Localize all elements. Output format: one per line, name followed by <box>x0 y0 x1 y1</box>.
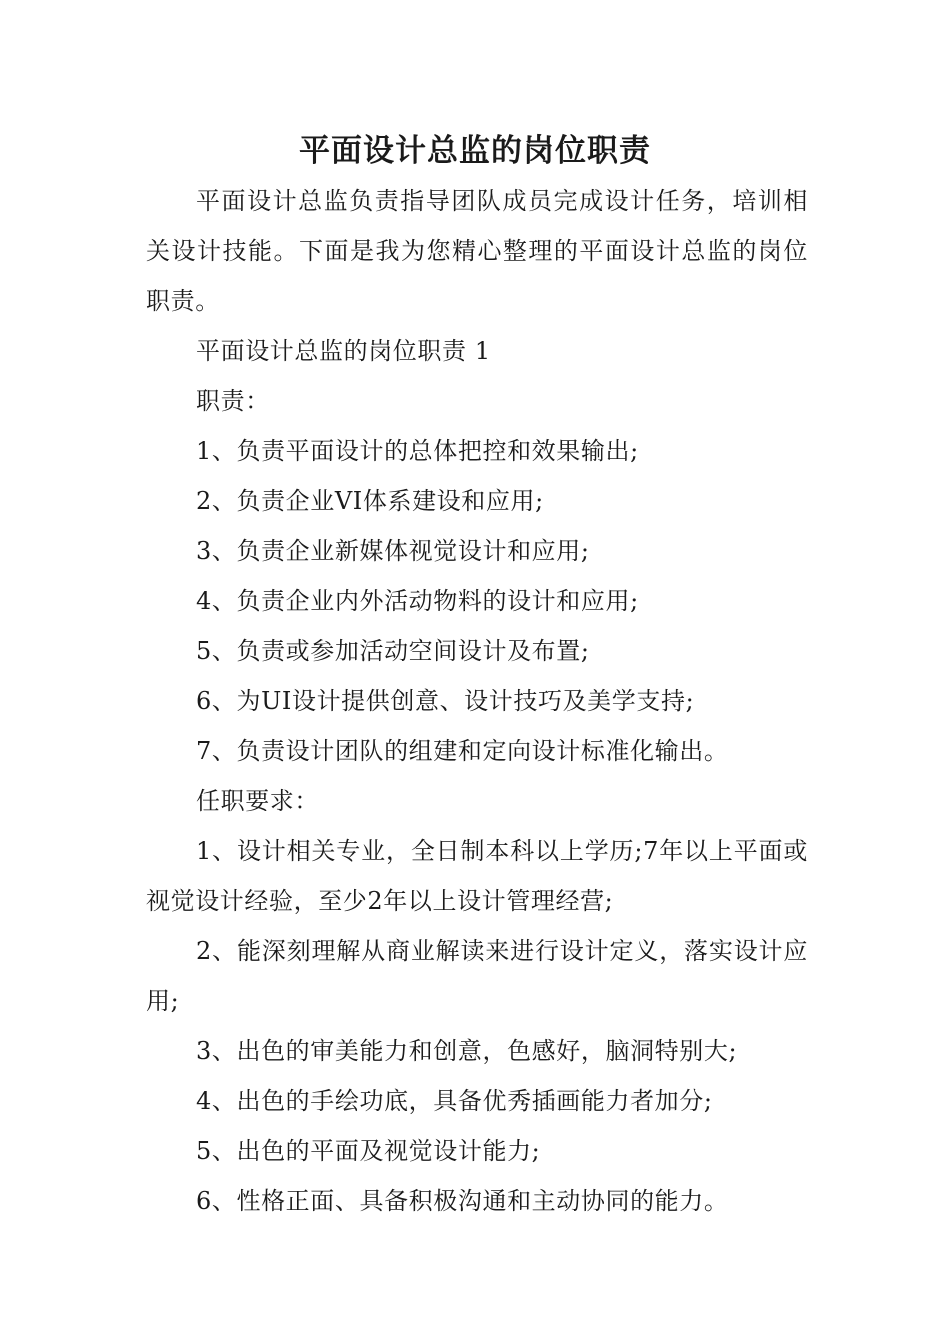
requirement-item-2: 2、能深刻理解从商业解读来进行设计定义，落实设计应用; <box>146 937 808 1015</box>
page-title: 平面设计总监的岗位职责 <box>299 133 651 169</box>
duty-item-1: 1、负责平面设计的总体把控和效果输出; <box>196 437 639 465</box>
duty-item-6: 6、为UI设计提供创意、设计技巧及美学支持; <box>196 687 695 715</box>
requirement-item-4: 4、出色的手绘功底，具备优秀插画能力者加分; <box>196 1087 713 1115</box>
duties-label: 职责： <box>196 387 270 415</box>
duty-item-4: 4、负责企业内外活动物料的设计和应用; <box>196 587 639 615</box>
duty-item-5: 5、负责或参加活动空间设计及布置; <box>196 637 590 665</box>
duty-item-7: 7、负责设计团队的组建和定向设计标准化输出。 <box>196 737 729 765</box>
requirement-item-5: 5、出色的平面及视觉设计能力; <box>196 1137 541 1165</box>
requirement-item-6: 6、性格正面、具备积极沟通和主动协同的能力。 <box>196 1187 729 1215</box>
duty-item-2: 2、负责企业VI体系建设和应用; <box>196 487 544 515</box>
document-body <box>146 176 808 1226</box>
requirement-item-3: 3、出色的审美能力和创意，色感好，脑洞特别大; <box>196 1037 738 1065</box>
requirements-label: 任职要求： <box>196 787 319 815</box>
duty-item-3: 3、负责企业新媒体视觉设计和应用; <box>196 537 590 565</box>
requirement-item-1: 1、设计相关专业，全日制本科以上学历;7年以上平面或视觉设计经验，至少2年以上设计管理经营; <box>146 837 808 915</box>
intro-paragraph: 平面设计总监负责指导团队成员完成设计任务，培训相关设计技能。下面是我为您精心整理的平面设计总监的岗位职责。 <box>146 187 808 315</box>
section-heading: 平面设计总监的岗位职责 1 <box>196 337 491 365</box>
